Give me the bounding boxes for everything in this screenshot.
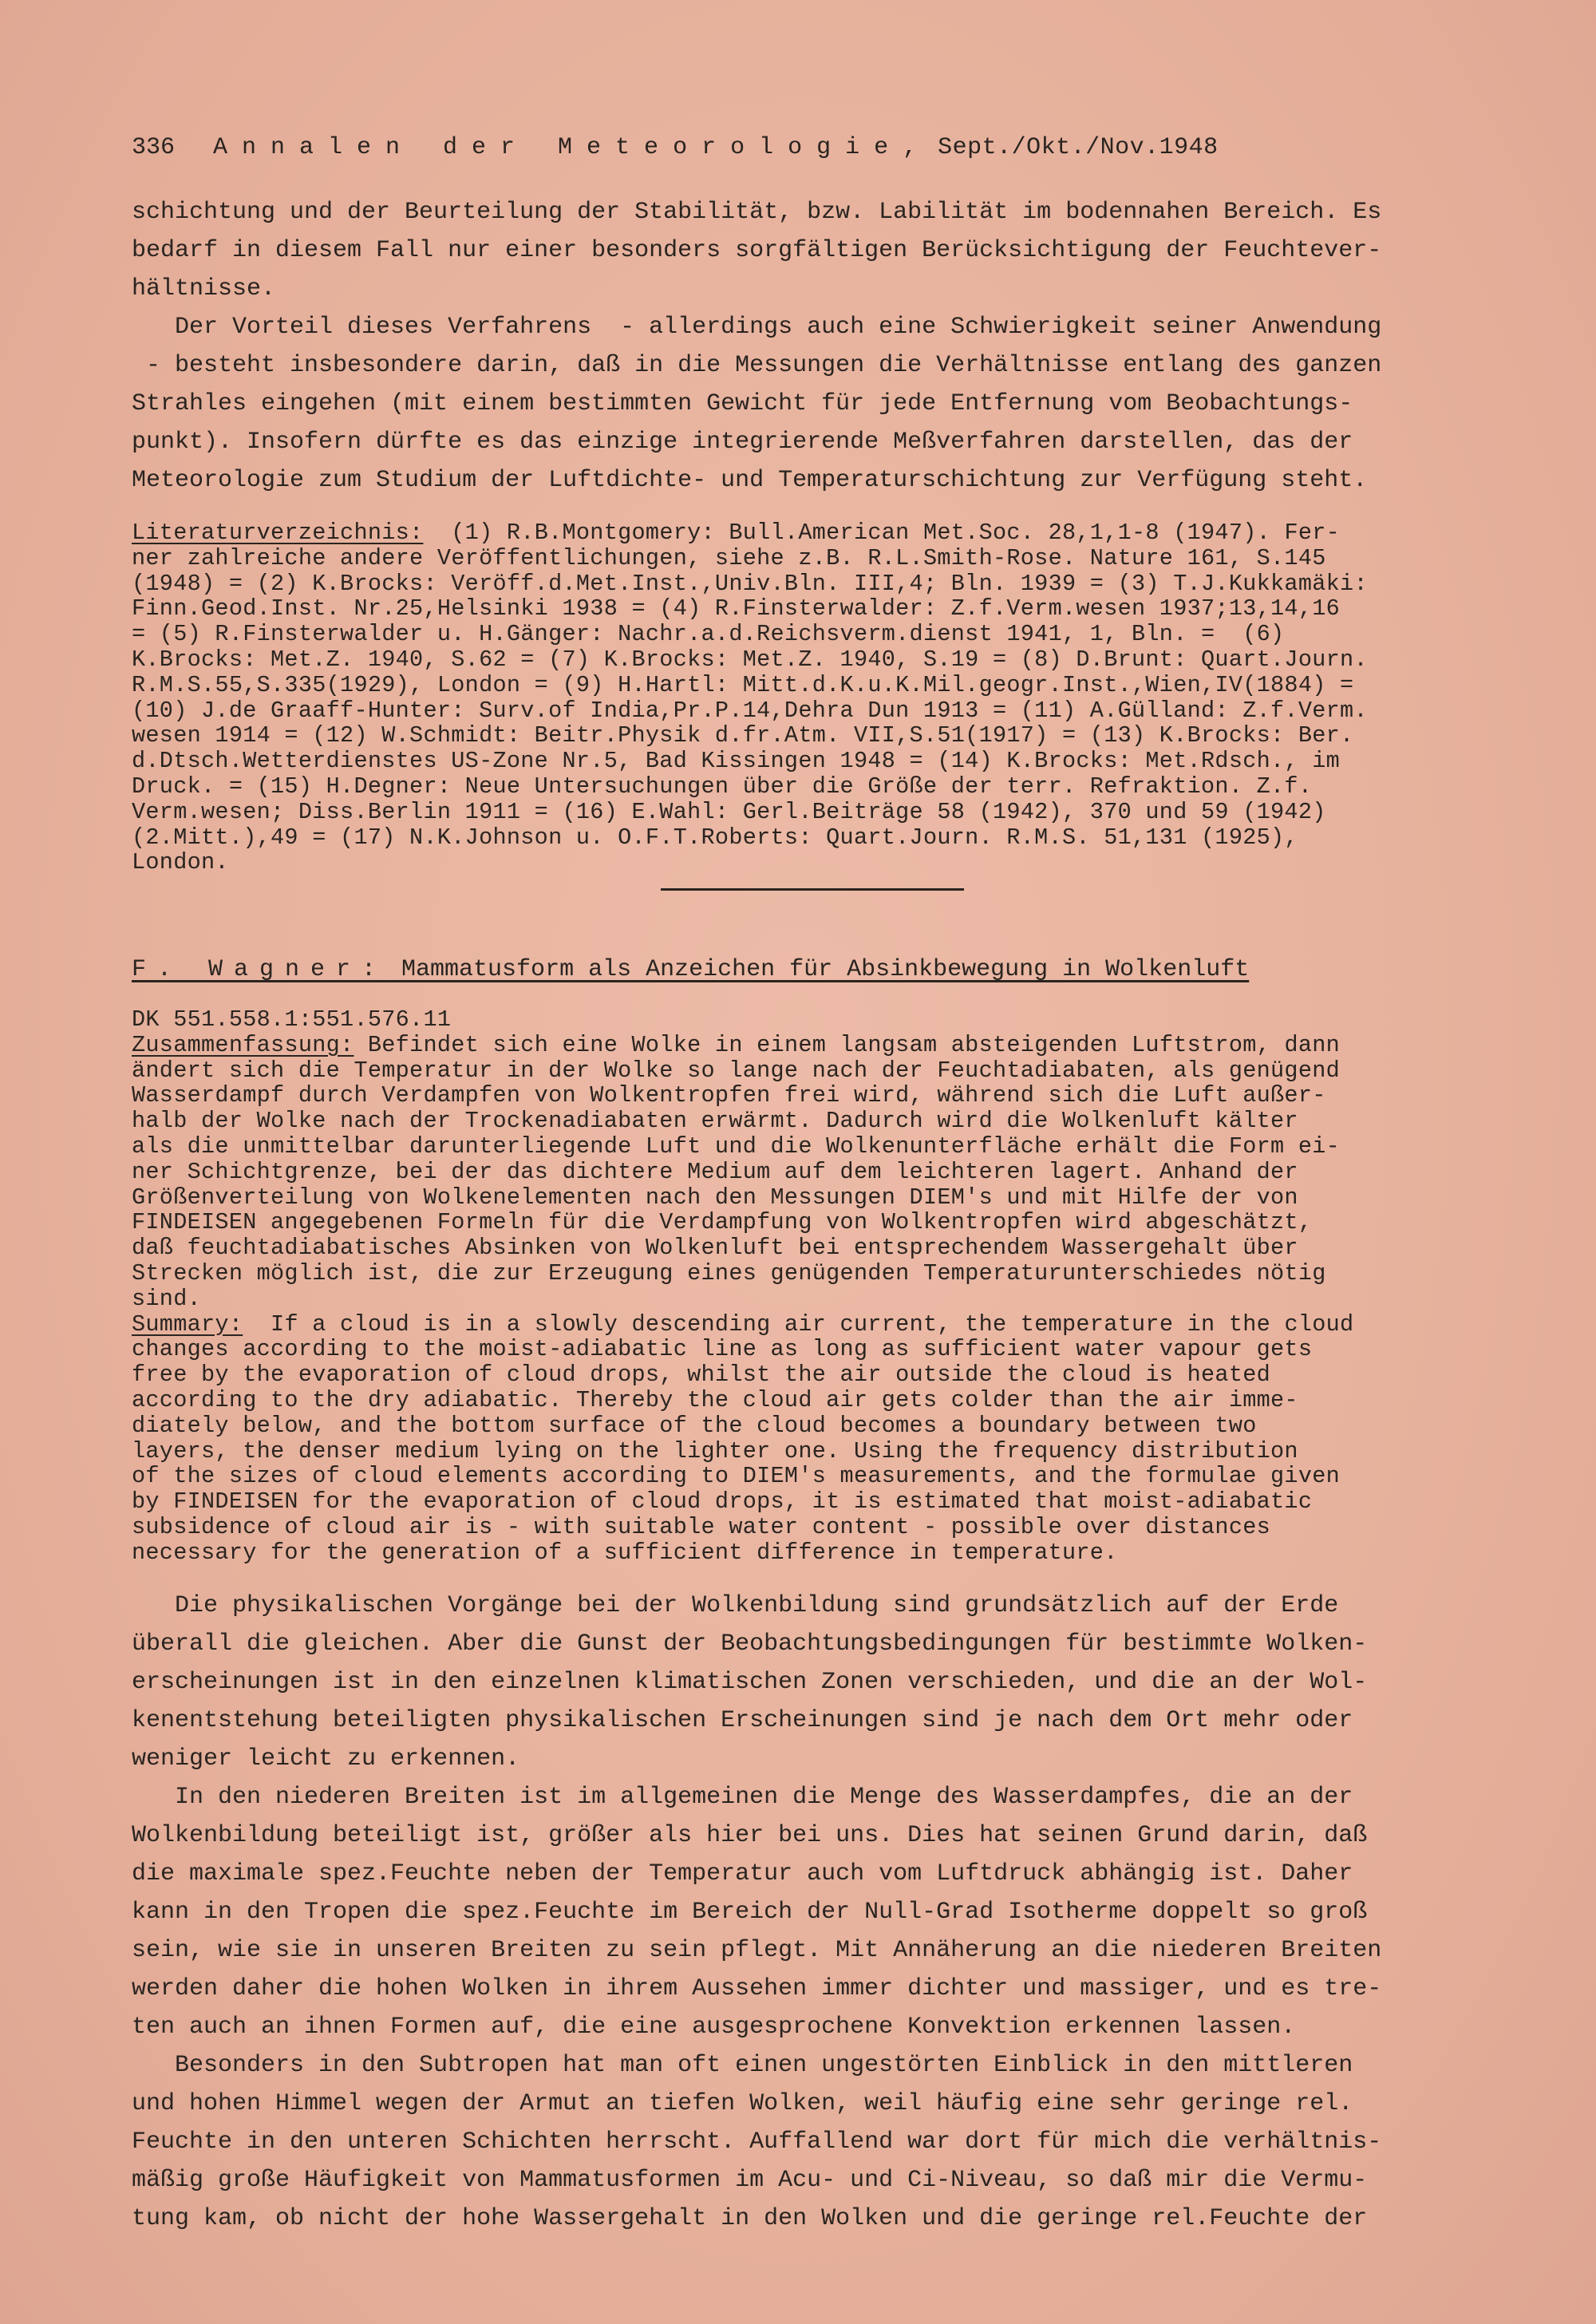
- reference-line: [132, 520, 1492, 546]
- reference-line: (10) J.de Graaff-Hunter: Surv.of India,Pr.P.14,Dehra Dun 1913 = (11) A.Gülland: Z.f.Verm.: [132, 697, 1368, 724]
- text-line: Besonders in den Subtropen hat man oft einen ungestörten Einblick in den mittleren: [132, 2052, 1353, 2079]
- text-line: In den niederen Breiten ist im allgemeinen die Menge des Wasserdampfes, die an der: [132, 1784, 1353, 1811]
- text-line: kann in den Tropen die spez.Feuchte im Bereich der Null-Grad Isotherme doppelt so groß: [132, 1899, 1368, 1926]
- abstract-line: [132, 1033, 1492, 1058]
- reference-line: d.Dtsch.Wetterdienstes US-Zone Nr.5, Bad Kissingen 1948 = (14) K.Brocks: Met.Rdsch., im: [132, 748, 1341, 775]
- abstracts: [132, 1007, 1492, 1566]
- references-label: Literaturverzeichnis:: [132, 520, 424, 546]
- text-line: Feuchte in den unteren Schichten herrscht. Auffallend war dort für mich die verhältnis-: [132, 2128, 1382, 2156]
- reference-line: London.: [132, 849, 229, 876]
- text-line: sein, wie sie in unseren Breiten zu sein pflegt. Mit Annäherung an die niederen Breiten: [132, 1937, 1382, 1964]
- text-line: mäßig große Häufigkeit von Mammatusformen im Acu- und Ci-Niveau, so daß mir die Vermu-: [132, 2167, 1368, 2194]
- text-line: weniger leicht zu erkennen.: [132, 1745, 520, 1773]
- article-author: F. Wagner:: [132, 956, 388, 983]
- reference-line: (2.Mitt.),49 = (17) N.K.Johnson u. O.F.T.Roberts: Quart.Journ. R.M.S. 51,131 (1925),: [132, 824, 1298, 851]
- summary-line: free by the evaporation of cloud drops, whilst the air outside the cloud is heated: [132, 1362, 1271, 1389]
- summary-line: necessary for the generation of a sufficient difference in temperature.: [132, 1539, 1118, 1566]
- text-line: - besteht insbesondere darin, daß in die Messungen die Verhältnisse entlang des ganzen: [132, 352, 1382, 379]
- article-title-text: Mammatusform als Anzeichen für Absinkbewegung in Wolkenluft: [387, 956, 1250, 983]
- reference-line: Finn.Geod.Inst. Nr.25,Helsinki 1938 = (4) R.Finsterwalder: Z.f.Verm.wesen 1937;13,14,16: [132, 595, 1341, 622]
- abstract-line: ner Schichtgrenze, bei der das dichtere Medium auf dem leichteren lagert. Anhand der: [132, 1158, 1298, 1185]
- reference-line: wesen 1914 = (12) W.Schmidt: Beitr.Physik d.fr.Atm. VII,S.51(1917) = (13) K.Brocks: Ber.: [132, 722, 1354, 749]
- text-line: Meteorologie zum Studium der Luftdichte- und Temperaturschichtung zur Verfügung steht.: [132, 467, 1368, 494]
- running-header: [132, 134, 1345, 161]
- abstract-line: ändert sich die Temperatur in der Wolke so lange nach der Feuchtadiabaten, als genügend: [132, 1057, 1341, 1084]
- summary-line: layers, the denser medium lying on the lighter one. Using the frequency distribution: [132, 1437, 1298, 1464]
- abstract-text: Befindet sich eine Wolke in einem langsam absteigenden Luftstrom, dann: [354, 1031, 1341, 1058]
- abstract-line: halb der Wolke nach der Trockenadiabaten erwärmt. Dadurch wird die Wolkenluft kälter: [132, 1108, 1298, 1135]
- text-line: bedarf in diesem Fall nur einer besonders sorgfältigen Berücksichtigung der Feuchtever-: [132, 237, 1382, 264]
- issue-date: Sept./Okt./Nov.1948: [938, 134, 1219, 161]
- summary-line: changes according to the moist-adiabatic line as long as sufficient water vapour gets: [132, 1336, 1313, 1363]
- body-text: [132, 1587, 1492, 2238]
- references: [132, 520, 1492, 875]
- text-line: Wolkenbildung beteiligt ist, größer als hier bei uns. Dies hat seinen Grund darin, daß: [132, 1822, 1368, 1849]
- reference-line: R.M.S.55,S.335(1929), London = (9) H.Hartl: Mitt.d.K.u.K.Mil.geogr.Inst.,Wien,IV(1884) =: [132, 671, 1354, 698]
- text-line: tung kam, ob nicht der hohe Wassergehalt in den Wolken und die geringe rel.Feuchte der: [132, 2205, 1368, 2232]
- intro-paragraphs: [132, 193, 1492, 500]
- summary-label: Summary:: [132, 1310, 243, 1338]
- text-line: überall die gleichen. Aber die Gunst der Beobachtungsbedingungen für bestimmte Wolken-: [132, 1630, 1368, 1658]
- text-line: kenentstehung beteiligten physikalischen Erscheinungen sind je nach dem Ort mehr oder: [132, 1707, 1353, 1734]
- reference-text: (1) R.B.Montgomery: Bull.American Met.Soc. 28,1,1-8 (1947). Fer-: [423, 520, 1341, 546]
- zusammenfassung-label: Zusammenfassung:: [132, 1031, 354, 1058]
- section-divider: [661, 888, 964, 891]
- abstract-line: Wasserdampf durch Verdampfen von Wolkentropfen frei wird, während sich die Luft außer-: [132, 1082, 1326, 1109]
- text-line: und hohen Himmel wegen der Armut an tiefen Wolken, weil häufig eine sehr geringe rel.: [132, 2090, 1353, 2117]
- journal-title: Annalen der Meteorologie,: [213, 134, 932, 161]
- text-line: Der Vorteil dieses Verfahrens - allerdings auch eine Schwierigkeit seiner Anwendung: [132, 314, 1382, 341]
- text-line: werden daher die hohen Wolken in ihrem Aussehen immer dichter und massiger, und es tre-: [132, 1975, 1382, 2002]
- text-line: schichtung und der Beurteilung der Stabilität, bzw. Labilität im bodennahen Bereich. Es: [132, 199, 1382, 226]
- abstract-line: als die unmittelbar darunterliegende Luft und die Wolkenunterfläche erhält die Form ei-: [132, 1132, 1341, 1160]
- summary-line: of the sizes of cloud elements according to DIEM's measurements, and the formulae given: [132, 1463, 1341, 1490]
- reference-line: Druck. = (15) H.Degner: Neue Untersuchungen über die Größe der terr. Refraktion. Z.f.: [132, 773, 1313, 800]
- abstract-line: Strecken möglich ist, die zur Erzeugung eines genügenden Temperaturunterschiedes nötig: [132, 1259, 1326, 1286]
- text-line: Strahles eingehen (mit einem bestimmten Gewicht für jede Entfernung vom Beobachtungs-: [132, 390, 1353, 417]
- abstract-line: sind.: [132, 1285, 202, 1312]
- reference-line: Verm.wesen; Diss.Berlin 1911 = (16) E.Wahl: Gerl.Beiträge 58 (1942), 370 und 59 (1942): [132, 798, 1326, 825]
- text-line: ten auch an ihnen Formen auf, die eine ausgesprochene Konvektion erkennen lassen.: [132, 2014, 1296, 2041]
- reference-line: ner zahlreiche andere Veröffentlichungen, siehe z.B. R.L.Smith-Rose. Nature 161, S.145: [132, 544, 1326, 571]
- summary-text: If a cloud is in a slowly descending air current, the temperature in the cloud: [243, 1310, 1354, 1338]
- text-line: erscheinungen ist in den einzelnen klimatischen Zonen verschieden, und die an der Wol-: [132, 1669, 1368, 1696]
- summary-line: diately below, and the bottom surface of the cloud becomes a boundary between two: [132, 1412, 1257, 1439]
- text-line: die maximale spez.Feuchte neben der Temperatur auch vom Luftdruck abhängig ist. Daher: [132, 1860, 1353, 1887]
- text-line: hältnisse.: [132, 275, 276, 302]
- dk-classification: DK 551.558.1:551.576.11: [132, 1006, 452, 1033]
- abstract-line: FINDEISEN angegebenen Formeln für die Verdampfung von Wolkentropfen wird abgeschätzt,: [132, 1209, 1313, 1236]
- abstract-line: Größenverteilung von Wolkenelementen nach den Messungen DIEM's und mit Hilfe der von: [132, 1184, 1298, 1211]
- summary-line: [132, 1312, 1492, 1338]
- article-title: [132, 956, 1249, 983]
- abstract-line: daß feuchtadiabatisches Absinken von Wolkenluft bei entsprechendem Wassergehalt über: [132, 1235, 1298, 1262]
- page-number: 336: [132, 134, 176, 161]
- reference-line: K.Brocks: Met.Z. 1940, S.62 = (7) K.Brocks: Met.Z. 1940, S.19 = (8) D.Brunt: Quart.Journ.: [132, 646, 1368, 673]
- summary-line: by FINDEISEN for the evaporation of cloud drops, it is estimated that moist-adiabatic: [132, 1488, 1313, 1516]
- text-line: punkt). Insofern dürfte es das einzige integrierende Meßverfahren darstellen, das der: [132, 429, 1353, 456]
- reference-line: (1948) = (2) K.Brocks: Veröff.d.Met.Inst.,Univ.Bln. III,4; Bln. 1939 = (3) T.J.Kukkamäki:: [132, 570, 1368, 597]
- reference-line: = (5) R.Finsterwalder u. H.Gänger: Nachr.a.d.Reichsverm.dienst 1941, 1, Bln. = (6): [132, 621, 1285, 648]
- summary-line: subsidence of cloud air is - with suitable water content - possible over distances: [132, 1513, 1271, 1540]
- summary-line: according to the dry adiabatic. Thereby the cloud air gets colder than the air imme-: [132, 1386, 1298, 1413]
- text-line: Die physikalischen Vorgänge bei der Wolkenbildung sind grundsätzlich auf der Erde: [132, 1592, 1339, 1619]
